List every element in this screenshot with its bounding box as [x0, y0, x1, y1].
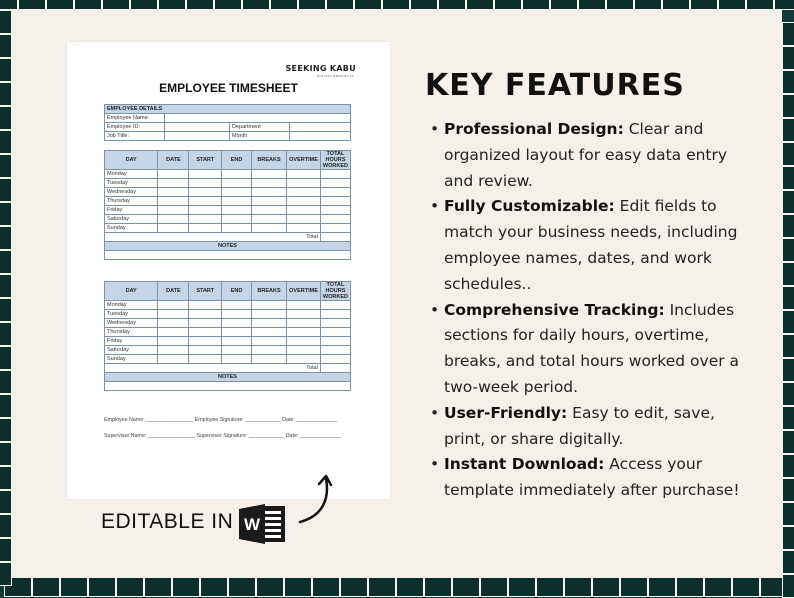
time-cell[interactable]	[222, 224, 252, 233]
brand-subtitle: DIGITAL PRODUCTS	[316, 74, 354, 78]
month-field[interactable]	[290, 132, 351, 141]
time-cell[interactable]	[158, 301, 189, 310]
column-header: OVERTIME	[287, 151, 321, 170]
brick	[0, 514, 12, 538]
brick	[312, 577, 340, 597]
brick	[158, 0, 186, 10]
time-cell[interactable]	[287, 179, 321, 188]
day-label: Saturday	[105, 346, 158, 355]
time-cell[interactable]	[222, 215, 252, 224]
brick	[0, 346, 12, 370]
time-cell[interactable]	[251, 310, 286, 319]
brick	[536, 577, 564, 597]
brick	[782, 382, 794, 406]
brick	[676, 577, 704, 597]
time-cell[interactable]	[189, 179, 222, 188]
time-cell[interactable]	[287, 197, 321, 206]
feature-description: Easy to edit, save, print, or share digitally.	[444, 403, 715, 448]
feature-item	[430, 452, 750, 504]
time-cell[interactable]	[287, 206, 321, 215]
brick	[0, 0, 18, 10]
day-label: Monday	[105, 301, 158, 310]
brick	[774, 0, 794, 10]
bullet-icon: •	[430, 403, 440, 422]
time-cell[interactable]	[158, 355, 189, 364]
microsoft-word-icon	[239, 503, 289, 545]
brick	[0, 82, 12, 106]
time-cell[interactable]	[287, 188, 321, 197]
day-label: Sunday	[105, 224, 158, 233]
brick	[410, 0, 438, 10]
brand-logo: SEEKING KABU	[285, 64, 356, 73]
column-header: START	[189, 151, 222, 170]
time-cell[interactable]	[251, 215, 286, 224]
table-row	[105, 170, 351, 179]
time-cell[interactable]	[251, 355, 286, 364]
feature-description: Access your template immediately after purchase!	[444, 455, 740, 500]
time-cell[interactable]	[158, 215, 189, 224]
brick	[0, 442, 12, 466]
time-cell[interactable]	[158, 206, 189, 215]
job-title-label: Job Title:	[105, 132, 165, 141]
table-row	[105, 301, 351, 310]
time-cell[interactable]	[222, 197, 252, 206]
brick	[782, 358, 794, 382]
brick	[354, 0, 382, 10]
total-label: Total	[105, 233, 321, 242]
brick	[690, 0, 718, 10]
brick	[116, 577, 144, 597]
employee-details-table	[104, 104, 351, 141]
curved-arrow-icon	[296, 470, 336, 530]
brick	[782, 118, 794, 142]
brick	[0, 490, 12, 514]
department-label: Department	[230, 123, 290, 132]
total-label: Total	[105, 364, 321, 373]
column-header: END	[222, 151, 252, 170]
time-cell[interactable]	[189, 188, 222, 197]
brick	[508, 577, 536, 597]
brick	[0, 202, 12, 226]
time-cell[interactable]	[189, 215, 222, 224]
time-cell[interactable]	[287, 224, 321, 233]
svg-text:W: W	[243, 515, 261, 534]
brick	[564, 577, 592, 597]
brick	[0, 394, 12, 418]
time-cell[interactable]	[222, 346, 252, 355]
brick	[782, 262, 794, 286]
time-cell[interactable]	[251, 346, 286, 355]
editable-in-label: EDITABLE IN	[101, 510, 234, 533]
employee-id-field[interactable]	[165, 123, 230, 132]
time-cell[interactable]	[158, 337, 189, 346]
brick	[438, 0, 466, 10]
time-cell[interactable]	[222, 188, 252, 197]
month-label: Month	[230, 132, 290, 141]
week-two-table	[104, 281, 351, 391]
bullet-icon: •	[430, 300, 440, 319]
feature-description: Edit fields to match your business needs, including employee names, dates, and work schedules..	[444, 197, 738, 293]
time-cell[interactable]	[189, 301, 222, 310]
brick	[0, 58, 12, 82]
brick	[0, 250, 12, 274]
brick	[60, 577, 88, 597]
timesheet-title: EMPLOYEE TIMESHEET	[159, 81, 298, 95]
time-cell[interactable]	[222, 328, 252, 337]
brick	[0, 34, 12, 58]
brick	[782, 214, 794, 238]
time-cell[interactable]	[320, 355, 350, 364]
time-cell[interactable]	[320, 188, 350, 197]
employee-name-label: Employee Name:	[105, 114, 165, 123]
brick	[782, 238, 794, 262]
time-cell[interactable]	[158, 346, 189, 355]
table-row	[105, 337, 351, 346]
bullet-icon: •	[430, 455, 440, 474]
time-cell[interactable]	[158, 179, 189, 188]
time-cell[interactable]	[222, 319, 252, 328]
brick	[0, 298, 12, 322]
brick	[102, 0, 130, 10]
feature-item	[430, 401, 750, 453]
brick	[270, 0, 298, 10]
table-row	[105, 319, 351, 328]
brick	[620, 577, 648, 597]
time-cell[interactable]	[287, 319, 321, 328]
time-cell[interactable]	[189, 337, 222, 346]
column-header: TOTAL HOURS WORKED	[320, 282, 350, 301]
brick	[0, 10, 12, 34]
feature-heading: Professional Design:	[444, 120, 624, 138]
column-header: DATE	[158, 151, 189, 170]
table-row	[105, 328, 351, 337]
brick	[144, 577, 172, 597]
time-cell[interactable]	[189, 206, 222, 215]
column-header: DAY	[105, 151, 158, 170]
time-cell[interactable]	[320, 310, 350, 319]
brick	[0, 274, 12, 298]
time-cell[interactable]	[251, 319, 286, 328]
bullet-icon: •	[430, 197, 440, 216]
brick	[368, 577, 396, 597]
brick	[782, 502, 794, 526]
brick	[452, 577, 480, 597]
brick	[782, 334, 794, 358]
feature-heading: Instant Download:	[444, 455, 605, 474]
brick	[494, 0, 522, 10]
day-label: Wednesday	[105, 188, 158, 197]
brick	[172, 577, 200, 597]
brick	[704, 577, 732, 597]
time-cell[interactable]	[222, 337, 252, 346]
time-cell[interactable]	[222, 179, 252, 188]
column-header: DAY	[105, 282, 158, 301]
time-cell[interactable]	[251, 197, 286, 206]
time-cell[interactable]	[189, 224, 222, 233]
time-cell[interactable]	[158, 188, 189, 197]
brick	[782, 286, 794, 310]
brick	[0, 130, 12, 154]
employee-signature-line[interactable]: Employee Name: ________________ Employee Signature: ____________ Date: ______________	[104, 417, 338, 423]
brick	[214, 0, 242, 10]
employee-details-header: EMPLOYEE DETAILS	[105, 105, 351, 114]
time-cell[interactable]	[251, 301, 286, 310]
table-row	[105, 310, 351, 319]
column-header: DATE	[158, 282, 189, 301]
notes-field[interactable]	[105, 382, 351, 391]
week-one-table	[104, 150, 351, 260]
time-cell[interactable]	[287, 346, 321, 355]
day-label: Saturday	[105, 215, 158, 224]
brick	[592, 577, 620, 597]
day-label: Friday	[105, 337, 158, 346]
time-cell[interactable]	[320, 215, 350, 224]
feature-description: Includes sections for daily hours, overtime, breaks, and total hours worked over a two-week period.	[444, 300, 740, 396]
brick	[424, 577, 452, 597]
day-label: Tuesday	[105, 310, 158, 319]
time-cell[interactable]	[287, 328, 321, 337]
brick	[0, 106, 12, 130]
brick	[782, 22, 794, 46]
time-cell[interactable]	[251, 206, 286, 215]
brick	[186, 0, 214, 10]
time-cell[interactable]	[320, 319, 350, 328]
time-cell[interactable]	[251, 328, 286, 337]
key-features-title: KEY FEATURES	[425, 68, 685, 103]
brick	[782, 574, 794, 598]
time-cell[interactable]	[320, 301, 350, 310]
time-cell[interactable]	[320, 197, 350, 206]
column-header: TOTAL HOURS WORKED	[320, 151, 350, 170]
brick	[0, 226, 12, 250]
feature-heading: Comprehensive Tracking:	[444, 300, 665, 319]
department-field[interactable]	[290, 123, 351, 132]
brick	[550, 0, 578, 10]
brick	[130, 0, 158, 10]
table-row	[105, 188, 351, 197]
brick	[782, 94, 794, 118]
brick	[718, 0, 746, 10]
table-row	[105, 224, 351, 233]
time-cell[interactable]	[251, 188, 286, 197]
employee-id-label: Employee ID:	[105, 123, 165, 132]
table-row	[105, 206, 351, 215]
brick	[18, 0, 46, 10]
time-cell[interactable]	[287, 337, 321, 346]
column-header: OVERTIME	[287, 282, 321, 301]
column-header: END	[222, 282, 252, 301]
time-cell[interactable]	[222, 355, 252, 364]
time-cell[interactable]	[287, 170, 321, 179]
time-cell[interactable]	[189, 319, 222, 328]
brick	[298, 0, 326, 10]
time-cell[interactable]	[287, 310, 321, 319]
time-cell[interactable]	[320, 337, 350, 346]
brick	[0, 466, 12, 490]
brick	[284, 577, 312, 597]
time-cell[interactable]	[158, 170, 189, 179]
time-cell[interactable]	[251, 170, 286, 179]
table-row	[105, 215, 351, 224]
column-header: START	[189, 282, 222, 301]
brick	[74, 0, 102, 10]
brick	[0, 538, 12, 562]
brick	[782, 166, 794, 190]
time-cell[interactable]	[320, 170, 350, 179]
column-header: BREAKS	[251, 151, 286, 170]
day-label: Monday	[105, 170, 158, 179]
brick	[782, 190, 794, 214]
brick	[0, 154, 12, 178]
job-title-field[interactable]	[165, 132, 230, 141]
brick	[782, 310, 794, 334]
brick	[480, 577, 508, 597]
time-cell[interactable]	[189, 197, 222, 206]
feature-heading: User-Friendly:	[444, 403, 568, 422]
brick	[242, 0, 270, 10]
brick	[648, 577, 676, 597]
brick	[746, 0, 774, 10]
time-cell[interactable]	[189, 346, 222, 355]
time-cell[interactable]	[320, 179, 350, 188]
notes-header: NOTES	[105, 242, 351, 251]
bullet-icon: •	[430, 120, 440, 138]
time-cell[interactable]	[158, 310, 189, 319]
day-label: Thursday	[105, 197, 158, 206]
brick	[228, 577, 256, 597]
brick	[782, 478, 794, 502]
time-cell[interactable]	[287, 215, 321, 224]
brick	[396, 577, 424, 597]
time-cell[interactable]	[320, 346, 350, 355]
day-label: Sunday	[105, 355, 158, 364]
supervisor-signature-line[interactable]: Supervisor Name: ________________ Supervisor Signature: ____________ Date: ______________	[104, 433, 342, 439]
day-label: Friday	[105, 206, 158, 215]
time-cell[interactable]	[158, 328, 189, 337]
brick	[732, 577, 760, 597]
brick	[782, 406, 794, 430]
time-cell[interactable]	[189, 328, 222, 337]
brick	[782, 70, 794, 94]
time-cell[interactable]	[158, 224, 189, 233]
feature-item	[430, 194, 750, 297]
time-cell[interactable]	[189, 170, 222, 179]
brick	[578, 0, 606, 10]
key-features-list	[430, 117, 750, 504]
brick	[634, 0, 662, 10]
time-cell[interactable]	[287, 355, 321, 364]
brick	[782, 550, 794, 574]
brick	[88, 577, 116, 597]
feature-description: Clear and organized layout for easy data entry and review.	[444, 120, 728, 190]
time-cell[interactable]	[189, 310, 222, 319]
brick	[606, 0, 634, 10]
brick	[782, 142, 794, 166]
brick	[782, 454, 794, 478]
brick	[0, 322, 12, 346]
notes-field[interactable]	[105, 251, 351, 260]
table-row	[105, 346, 351, 355]
time-cell[interactable]	[251, 179, 286, 188]
time-cell[interactable]	[189, 355, 222, 364]
brick	[256, 577, 284, 597]
table-row	[105, 355, 351, 364]
column-header: BREAKS	[251, 282, 286, 301]
brick	[382, 0, 410, 10]
brick	[782, 430, 794, 454]
brick	[782, 46, 794, 70]
time-cell[interactable]	[158, 197, 189, 206]
brick	[782, 526, 794, 550]
brick	[0, 562, 12, 586]
brick	[46, 0, 74, 10]
time-cell[interactable]	[320, 224, 350, 233]
time-cell[interactable]	[222, 206, 252, 215]
brick	[0, 370, 12, 394]
notes-header: NOTES	[105, 373, 351, 382]
time-cell[interactable]	[158, 319, 189, 328]
time-cell[interactable]	[222, 301, 252, 310]
brick	[32, 577, 60, 597]
brick	[326, 0, 354, 10]
feature-item	[430, 117, 750, 194]
day-label: Tuesday	[105, 179, 158, 188]
time-cell[interactable]	[251, 224, 286, 233]
time-cell[interactable]	[251, 337, 286, 346]
content-panel	[12, 10, 782, 577]
total-field[interactable]	[320, 233, 350, 242]
table-row	[105, 197, 351, 206]
time-cell[interactable]	[287, 301, 321, 310]
brick	[0, 418, 12, 442]
total-field[interactable]	[320, 364, 350, 373]
brick	[340, 577, 368, 597]
time-cell[interactable]	[222, 170, 252, 179]
brick	[662, 0, 690, 10]
brick	[466, 0, 494, 10]
time-cell[interactable]	[320, 206, 350, 215]
feature-heading: Fully Customizable:	[444, 197, 615, 216]
time-cell[interactable]	[222, 310, 252, 319]
employee-name-field[interactable]	[165, 114, 351, 123]
brick	[200, 577, 228, 597]
table-row	[105, 179, 351, 188]
feature-item	[430, 298, 750, 401]
time-cell[interactable]	[320, 328, 350, 337]
day-label: Wednesday	[105, 319, 158, 328]
brick	[522, 0, 550, 10]
timesheet-preview	[67, 42, 390, 499]
day-label: Thursday	[105, 328, 158, 337]
brick	[0, 178, 12, 202]
